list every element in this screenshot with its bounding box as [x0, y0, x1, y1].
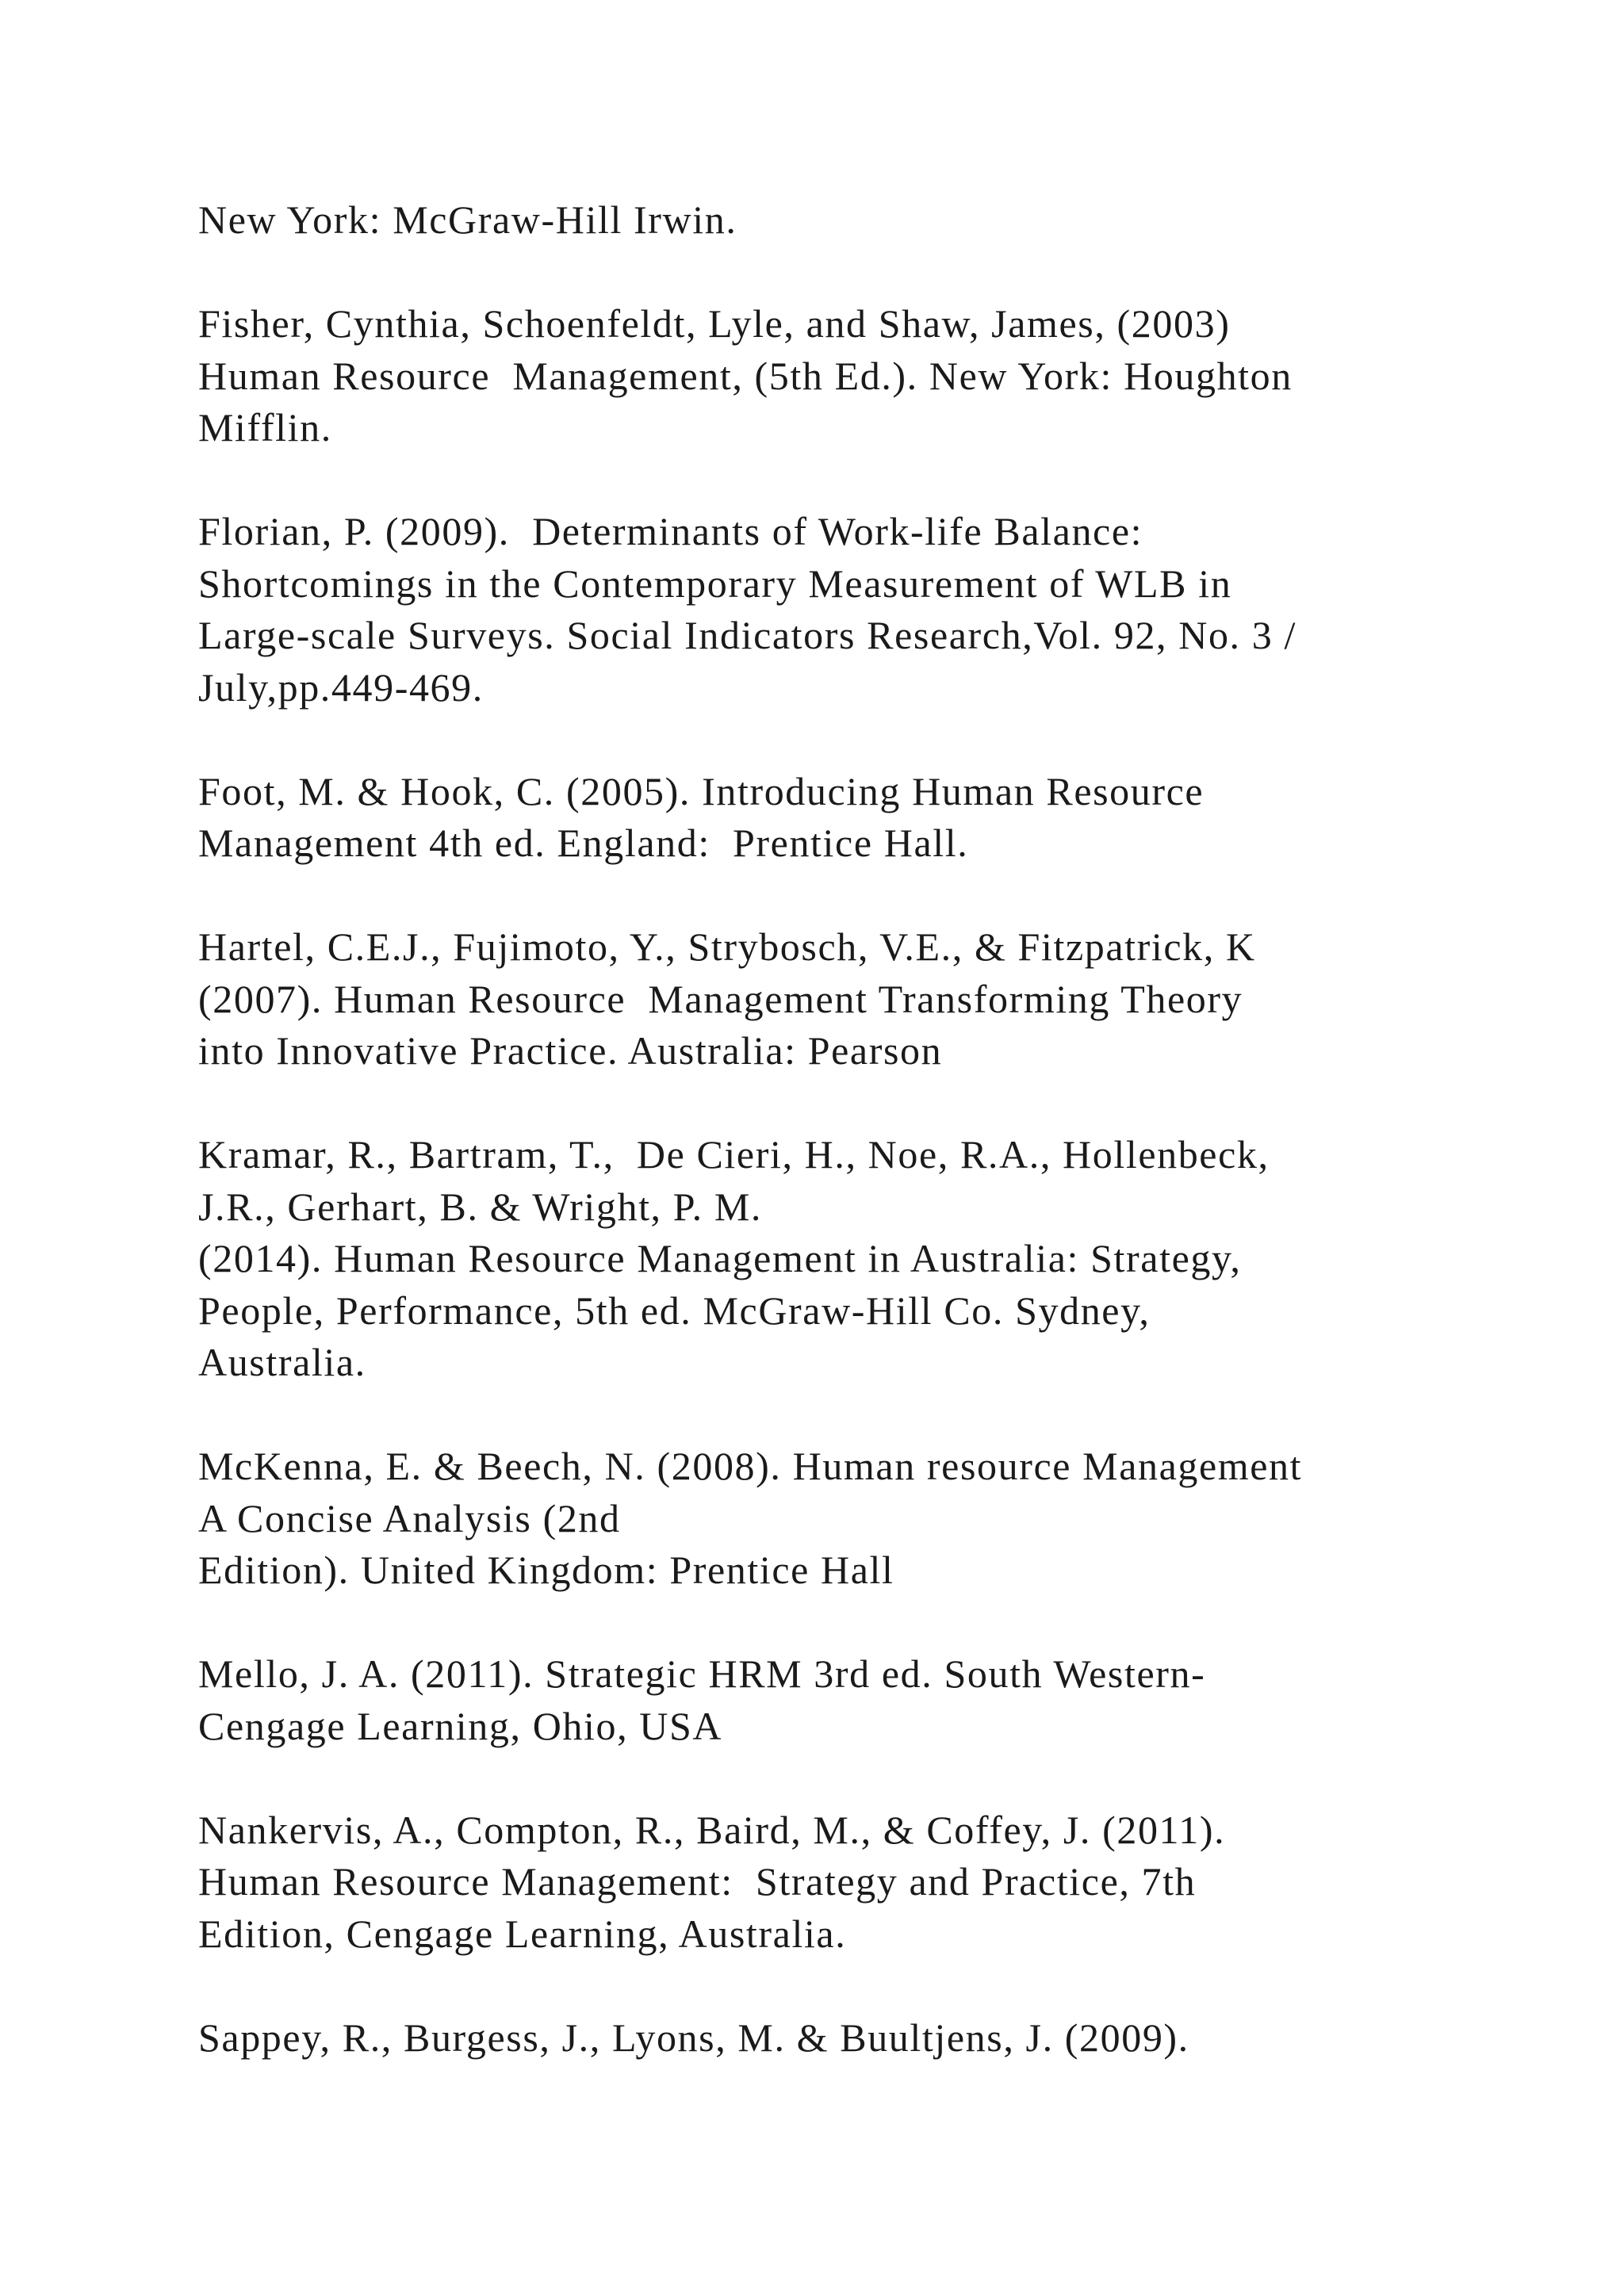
reference-line: Cengage Learning, Ohio, USA: [198, 1703, 723, 1748]
reference-line: Large-scale Surveys. Social Indicators Research,Vol. 92, No. 3 /: [198, 613, 1297, 657]
reference-line: July,pp.449-469.: [198, 664, 484, 710]
reference-line: Nankervis, A., Compton, R., Baird, M., & Coffey, J. (2011).: [198, 1807, 1226, 1852]
reference-line: Australia.: [198, 1340, 366, 1384]
reference-line: McKenna, E. & Beech, N. (2008). Human resource Management: [198, 1444, 1303, 1488]
reference-line: Foot, M. & Hook, C. (2005). Introducing Human Resource: [198, 768, 1205, 813]
reference-entry: [198, 921, 1467, 1077]
reference-line: Human Resource Management, (5th Ed.). New York: Houghton: [198, 353, 1293, 398]
reference-entry: [198, 1441, 1467, 1597]
reference-line: New York: McGraw-Hill Irwin.: [198, 197, 737, 242]
reference-line: J.R., Gerhart, B. & Wright, P. M.: [198, 1184, 762, 1229]
reference-entry: [198, 2012, 1467, 2064]
reference-line: Edition, Cengage Learning, Australia.: [198, 1911, 847, 1956]
reference-line: Florian, P. (2009). Determinants of Work-life Balance:: [198, 509, 1143, 553]
reference-line: Hartel, C.E.J., Fujimoto, Y., Strybosch, V.E., & Fitzpatrick, K: [198, 924, 1256, 969]
reference-line: Management 4th ed. England: Prentice Hall.: [198, 821, 969, 865]
reference-line: Mifflin.: [198, 405, 332, 450]
reference-line: (2014). Human Resource Management in Australia: Strategy,: [198, 1236, 1242, 1280]
reference-line: (2007). Human Resource Management Transforming Theory: [198, 976, 1243, 1021]
reference-line: Human Resource Management: Strategy and Practice, 7th: [198, 1859, 1197, 1904]
reference-line: into Innovative Practice. Australia: Pearson: [198, 1028, 943, 1073]
reference-entry: [198, 1129, 1467, 1389]
reference-line: A Concise Analysis (2nd: [198, 1495, 621, 1540]
reference-entry: [198, 194, 1467, 247]
reference-entry: [198, 506, 1467, 714]
reference-line: Fisher, Cynthia, Schoenfeldt, Lyle, and Shaw, James, (2003): [198, 301, 1231, 346]
reference-entry: [198, 1648, 1467, 1752]
reference-list: [198, 194, 1467, 2116]
reference-entry: [198, 1804, 1467, 1961]
reference-line: Mello, J. A. (2011). Strategic HRM 3rd ed. South Western-: [198, 1651, 1206, 1696]
reference-line: Sappey, R., Burgess, J., Lyons, M. & Buultjens, J. (2009).: [198, 2015, 1189, 2060]
reference-entry: [198, 298, 1467, 454]
reference-line: People, Performance, 5th ed. McGraw-Hill Co. Sydney,: [198, 1288, 1151, 1333]
reference-line: Edition). United Kingdom: Prentice Hall: [198, 1548, 894, 1592]
reference-line: Shortcomings in the Contemporary Measurement of WLB in: [198, 561, 1232, 606]
reference-entry: [198, 766, 1467, 870]
reference-line: Kramar, R., Bartram, T., De Cieri, H., Noe, R.A., Hollenbeck,: [198, 1132, 1270, 1177]
